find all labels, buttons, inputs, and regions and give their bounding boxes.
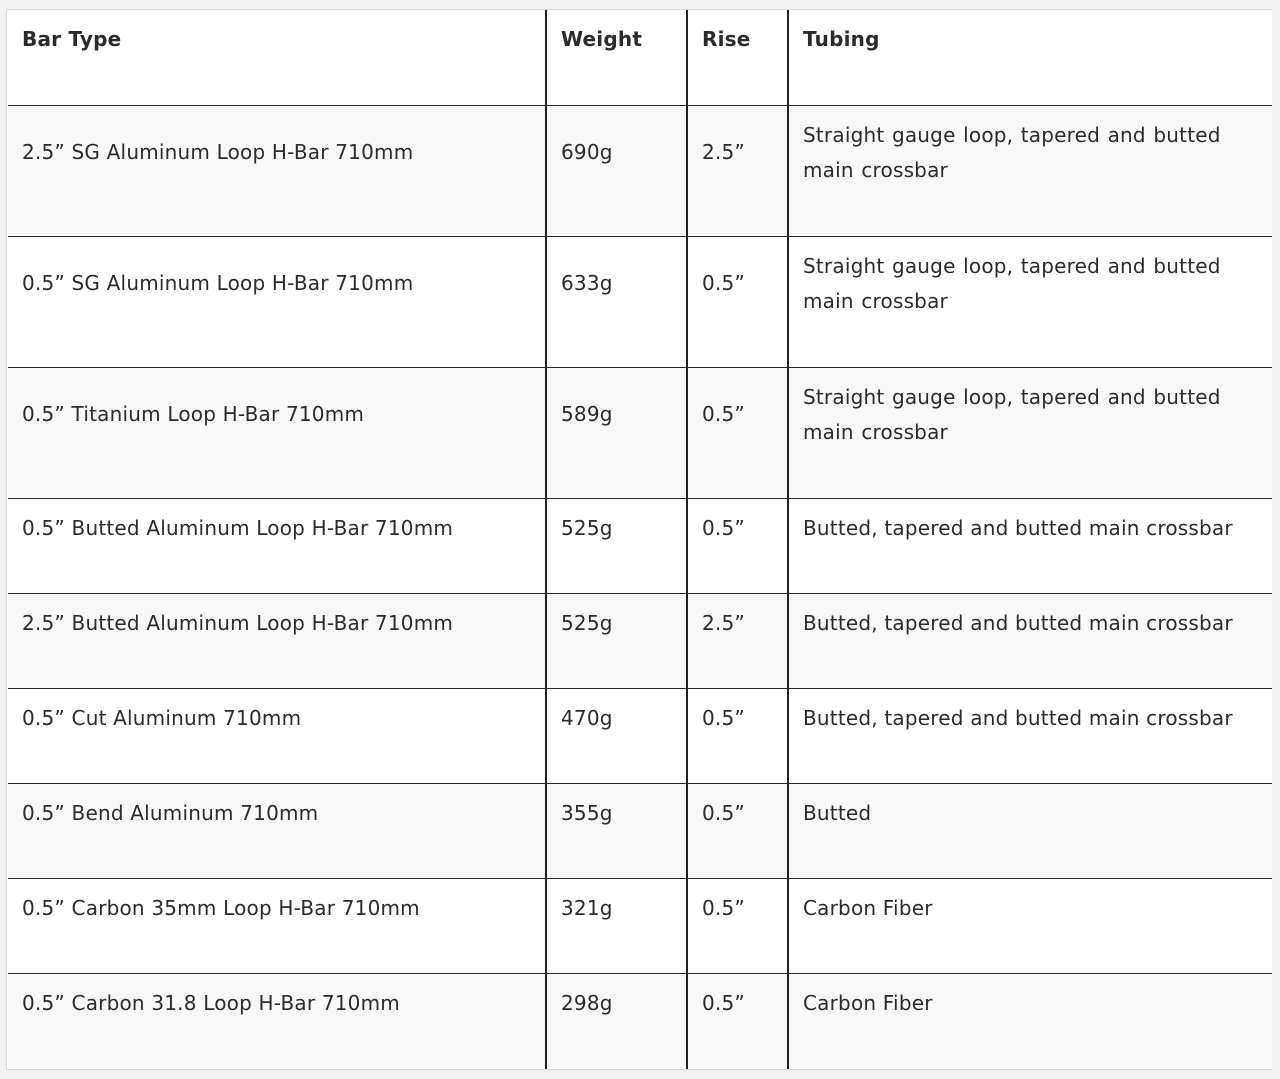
cell-bar-type: 2.5” SG Aluminum Loop H-Bar 710mm: [8, 105, 546, 236]
cell-rise: 0.5”: [687, 688, 788, 783]
cell-weight: 298g: [546, 973, 687, 1069]
cell-weight: 355g: [546, 783, 687, 878]
cell-weight: 690g: [546, 105, 687, 236]
cell-weight: 470g: [546, 688, 687, 783]
table-row: [8, 973, 1272, 1069]
cell-weight: 525g: [546, 498, 687, 593]
cell-rise: 0.5”: [687, 878, 788, 973]
header-rise: Rise: [687, 10, 788, 105]
cell-tubing: Carbon Fiber: [788, 878, 1272, 973]
table-row: [8, 593, 1272, 688]
header-bar-type: Bar Type: [8, 10, 546, 105]
cell-rise: 0.5”: [687, 973, 788, 1069]
cell-bar-type: 2.5” Butted Aluminum Loop H-Bar 710mm: [8, 593, 546, 688]
cell-rise: 0.5”: [687, 236, 788, 367]
cell-weight: 633g: [546, 236, 687, 367]
cell-rise: 0.5”: [687, 498, 788, 593]
table-header-row: [8, 10, 1272, 105]
table-row: [8, 498, 1272, 593]
cell-tubing: Butted, tapered and butted main crossbar: [788, 498, 1272, 593]
cell-weight: 525g: [546, 593, 687, 688]
cell-rise: 0.5”: [687, 783, 788, 878]
cell-tubing: Straight gauge loop, tapered and butted main crossbar: [788, 105, 1272, 236]
table-row: [8, 367, 1272, 498]
cell-tubing: Straight gauge loop, tapered and butted main crossbar: [788, 367, 1272, 498]
handlebar-comparison-table: [8, 10, 1272, 1069]
cell-rise: 0.5”: [687, 367, 788, 498]
cell-tubing: Butted, tapered and butted main crossbar: [788, 688, 1272, 783]
cell-tubing: Carbon Fiber: [788, 973, 1272, 1069]
cell-rise: 2.5”: [687, 105, 788, 236]
header-weight: Weight: [546, 10, 687, 105]
header-tubing: Tubing: [788, 10, 1272, 105]
cell-bar-type: 0.5” Bend Aluminum 710mm: [8, 783, 546, 878]
table-row: [8, 878, 1272, 973]
cell-bar-type: 0.5” Carbon 35mm Loop H-Bar 710mm: [8, 878, 546, 973]
table-row: [8, 783, 1272, 878]
cell-weight: 589g: [546, 367, 687, 498]
table-row: [8, 236, 1272, 367]
cell-bar-type: 0.5” Cut Aluminum 710mm: [8, 688, 546, 783]
cell-bar-type: 0.5” Titanium Loop H-Bar 710mm: [8, 367, 546, 498]
cell-bar-type: 0.5” Carbon 31.8 Loop H-Bar 710mm: [8, 973, 546, 1069]
table-row: [8, 105, 1272, 236]
cell-bar-type: 0.5” SG Aluminum Loop H-Bar 710mm: [8, 236, 546, 367]
cell-tubing: Straight gauge loop, tapered and butted main crossbar: [788, 236, 1272, 367]
cell-rise: 2.5”: [687, 593, 788, 688]
cell-tubing: Butted: [788, 783, 1272, 878]
cell-bar-type: 0.5” Butted Aluminum Loop H-Bar 710mm: [8, 498, 546, 593]
cell-tubing: Butted, tapered and butted main crossbar: [788, 593, 1272, 688]
cell-weight: 321g: [546, 878, 687, 973]
table-row: [8, 688, 1272, 783]
